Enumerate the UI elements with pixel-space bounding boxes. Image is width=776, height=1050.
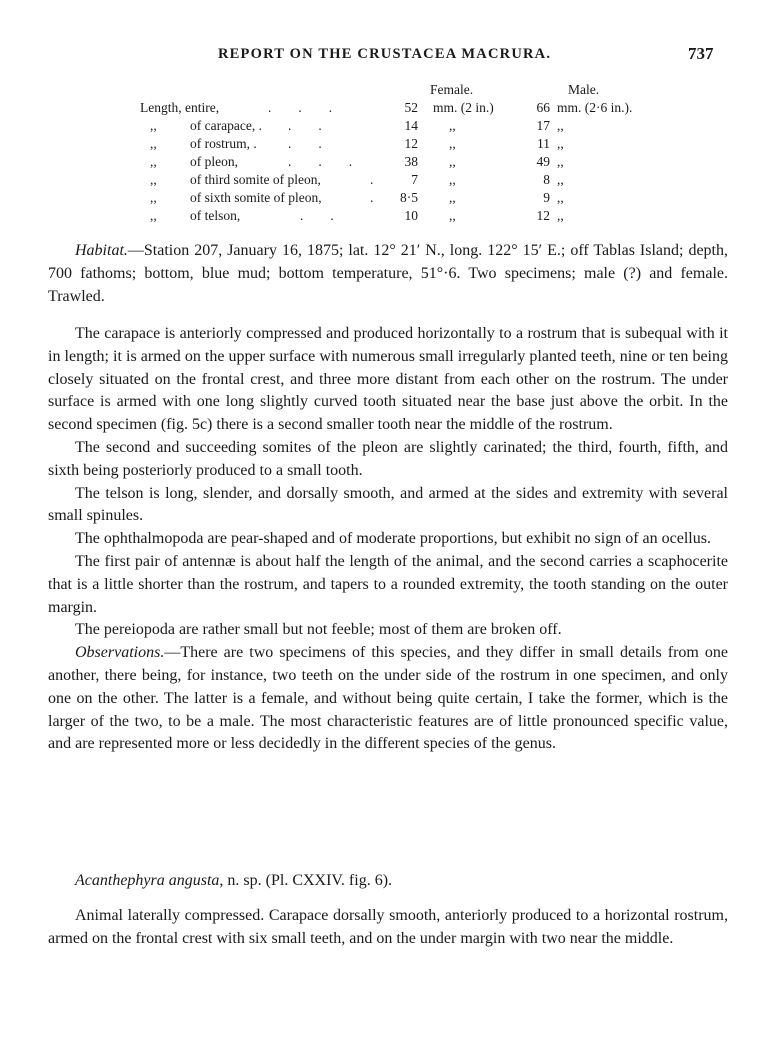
female-unit: ,, [449, 118, 456, 133]
leader-dots: . . [288, 118, 322, 133]
species-description [48, 905, 728, 951]
paragraph-antennae: The first pair of antennæ is about half the length of the animal, and the second carries a scaphocerite that is a little shorter than the rostrum, and tapers to a rounded extremity, the tooth standing on the outer margin. [48, 552, 728, 616]
female-unit: ,, [449, 208, 456, 223]
species-name: Acanthephyra angusta [75, 872, 220, 889]
species-reference: , n. sp. (Pl. CXXIV. fig. 6). [219, 872, 393, 889]
male-unit: ,, [557, 154, 564, 169]
female-value: 7 [411, 172, 418, 187]
female-unit: ,, [449, 172, 456, 187]
measurement-label: of pleon, [190, 154, 238, 169]
ditto-mark: ,, [150, 118, 157, 133]
observations-text: —There are two specimens of this species, and they differ in small details from one another, there being, for instance, two teeth on the under side of the rostrum in one specimen, and only one on the other. The latter is a female, and without being quite certain, I take the former, which is the larger of the two, to be a male. The most characteristic features are of little pronounced specific value, and are represented more or less decidedly in the different species of the genus. [48, 644, 728, 753]
male-unit: mm. (2·6 in.). [557, 100, 633, 115]
ditto-mark: ,, [150, 172, 157, 187]
species-heading [75, 872, 392, 890]
measurement-row [0, 190, 776, 208]
female-value: 14 [404, 118, 418, 133]
measurement-row [0, 154, 776, 172]
male-value: 49 [536, 154, 550, 169]
male-unit: ,, [557, 208, 564, 223]
habitat-text: —Station 207, January 16, 1875; lat. 12° 21′ N., long. 122° 15′ E.; off Tablas Island; depth, 700 fathoms; bottom, blue mud; bottom temperature, 51°·6. Two specimens; male (?) and female. Trawled. [48, 242, 728, 305]
leader-dots: . [370, 172, 374, 187]
description-block [48, 323, 728, 756]
leader-dots: . . [288, 136, 322, 151]
ditto-mark: ,, [150, 190, 157, 205]
measurement-label: Length, entire, [140, 100, 220, 115]
measurement-label: of third somite of pleon, [190, 172, 321, 187]
female-unit: ,, [449, 154, 456, 169]
male-unit: ,, [557, 172, 564, 187]
female-value: 8·5 [400, 190, 418, 205]
male-value: 9 [543, 190, 550, 205]
female-value: 12 [404, 136, 418, 151]
paragraph-pleon: The second and succeeding somites of the pleon are slightly carinated; the third, fourth, fifth, and sixth being posteriorly produced to a small tooth. [48, 438, 728, 479]
leader-dots: . . [300, 208, 334, 223]
paragraph-carapace: The carapace is anteriorly compressed and produced horizontally to a rostrum that is subequal with it in length; it is armed on the upper surface with numerous small irregularly planted teeth, nine or ten being closely situated on the frontal crest, and three more distant from each other on the rostrum. The under surface is armed with one long slightly curved tooth situated near the base just above the orbit. In the second specimen (fig. 5c) there is a second smaller tooth near the middle of the rostrum. [48, 325, 728, 434]
measurement-label: of sixth somite of pleon, [190, 190, 322, 205]
measurement-row [0, 136, 776, 154]
female-unit: mm. (2 in.) [433, 100, 494, 115]
paragraph-animal: Animal laterally compressed. Carapace dorsally smooth, anteriorly produced to a horizontal rostrum, armed on the frontal crest with six small teeth, and on the under margin with two near the middle. [48, 907, 728, 947]
male-value: 17 [536, 118, 550, 133]
male-value: 11 [537, 136, 550, 151]
measurement-label: of rostrum, . [190, 136, 257, 151]
female-value: 38 [404, 154, 418, 169]
measurement-row [0, 172, 776, 190]
female-unit: ,, [449, 136, 456, 151]
habitat-lead: Habitat. [75, 242, 128, 259]
measurement-label: of telson, [190, 208, 241, 223]
leader-dots: . . . [288, 154, 353, 169]
measurement-row [0, 208, 776, 226]
female-value: 10 [404, 208, 418, 223]
observations-lead: Observations. [75, 644, 165, 662]
male-value: 8 [543, 172, 550, 187]
female-unit: ,, [449, 190, 456, 205]
measurement-row [0, 100, 776, 118]
leader-dots: . [370, 190, 374, 205]
ditto-mark: ,, [150, 136, 157, 151]
female-value: 52 [404, 100, 418, 115]
male-column-header: Male. [568, 82, 600, 97]
paragraph-observations [48, 642, 728, 756]
habitat-paragraph [48, 240, 728, 308]
leader-dots: . . . [268, 100, 333, 115]
paragraph-ophthalmopoda: The ophthalmopoda are pear-shaped and of moderate proportions, but exhibit no sign of an ocellus. [75, 530, 711, 548]
measurement-row [0, 118, 776, 136]
male-value: 66 [536, 100, 550, 115]
male-unit: ,, [557, 118, 564, 133]
running-title: REPORT ON THE CRUSTACEA MACRURA. [218, 46, 552, 62]
page-number: 737 [688, 44, 714, 63]
measurement-label: of carapace, . [190, 118, 262, 133]
male-unit: ,, [557, 190, 564, 205]
ditto-mark: ,, [150, 208, 157, 223]
male-unit: ,, [557, 136, 564, 151]
ditto-mark: ,, [150, 154, 157, 169]
paragraph-telson: The telson is long, slender, and dorsally smooth, and armed at the sides and extremity with several small spinules. [48, 484, 728, 525]
female-column-header: Female. [430, 82, 474, 97]
paragraph-pereiopoda: The pereiopoda are rather small but not feeble; most of them are broken off. [75, 621, 562, 639]
running-head [0, 46, 776, 66]
male-value: 12 [536, 208, 550, 223]
